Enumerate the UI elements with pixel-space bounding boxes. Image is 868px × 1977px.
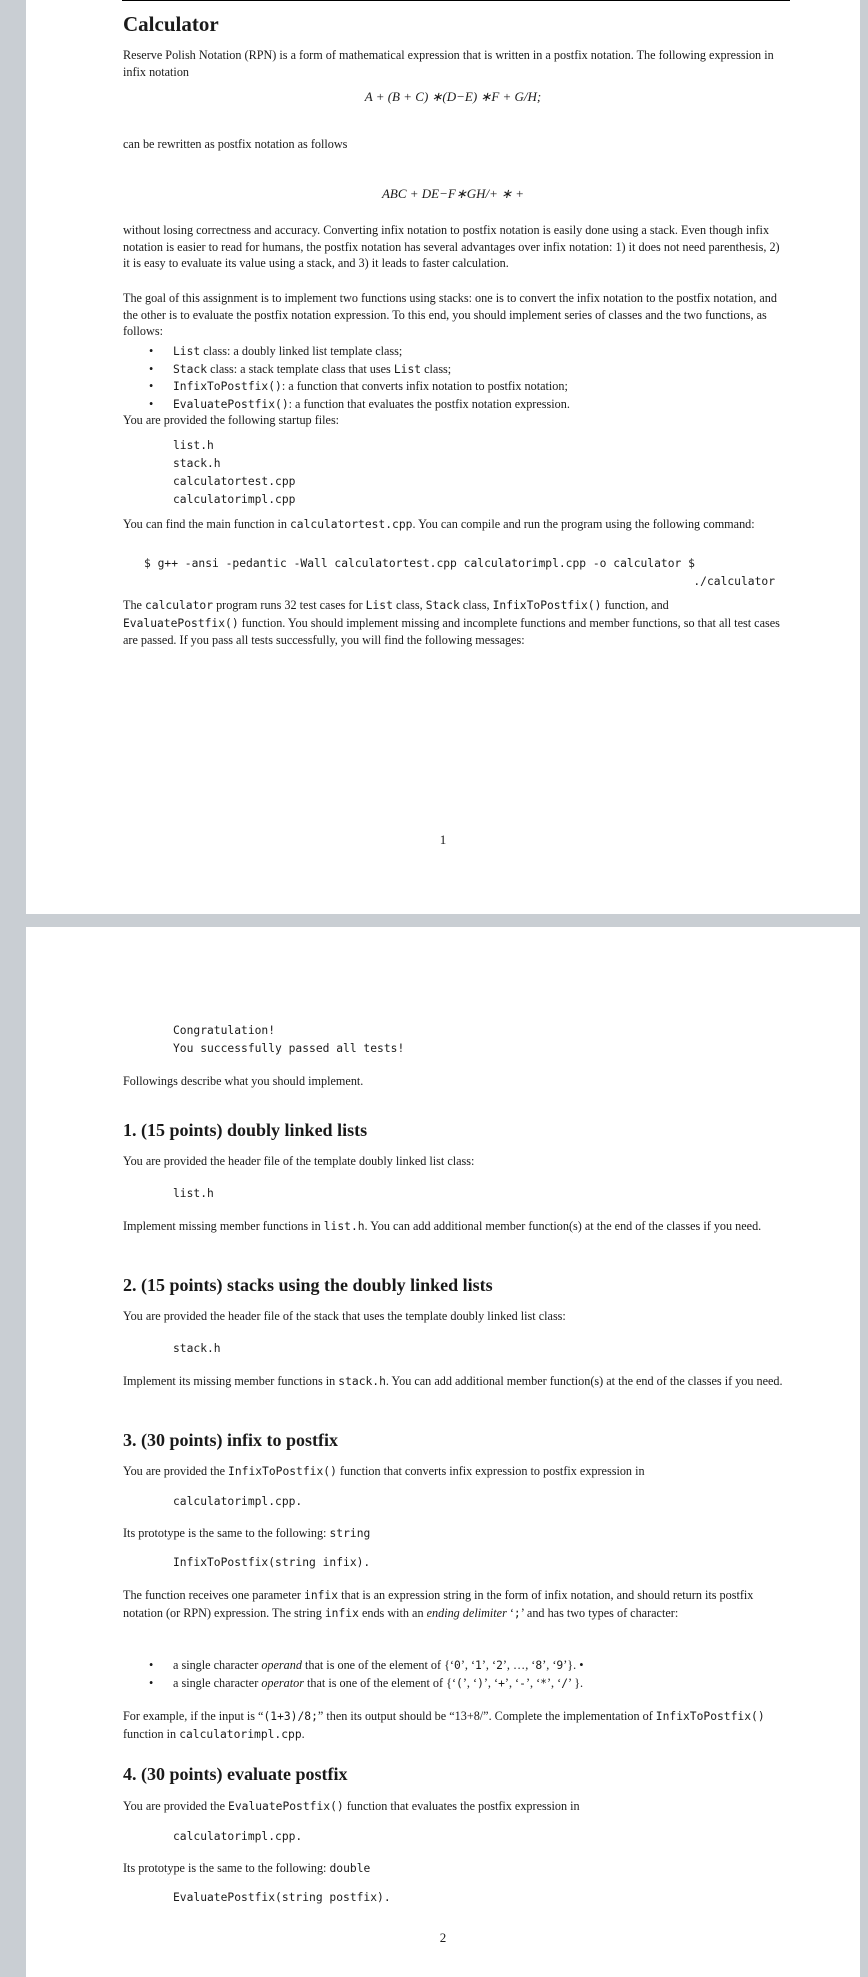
followings-text: Followings describe what you should implement. xyxy=(123,1074,364,1088)
section-4-prototype-signature: EvaluatePostfix(string postfix). xyxy=(173,1891,391,1904)
compile-command: $ g++ -ansi -pedantic -Wall calculatortest.cpp calculatorimpl.cpp -o calculator $ ./calculator xyxy=(144,557,775,588)
postfix-expression: ABC + DE−F∗GH/+ ∗ + xyxy=(381,186,525,201)
file-name: calculatortest.cpp xyxy=(173,475,296,488)
section-4-title: 4. (30 points) evaluate postfix xyxy=(123,1764,348,1784)
test-cases-paragraph: The calculator program runs 32 test cases for List class, Stack class, InfixToPostfix() function, and EvaluatePostfix() function. You should implement missing and incomplete functions and member functions, so that all test cases are passed. If you pass all tests successfully, you will find the following messages: xyxy=(123,598,780,647)
section-3-intro: You are provided the InfixToPostfix() function that converts infix expression to postfix expression in xyxy=(123,1464,645,1478)
section-3-example: For example, if the input is “(1+3)/8;” then its output should be “13+8/”. Complete the implementation of InfixToPostfix() function in calculatorimpl.cpp. xyxy=(123,1709,765,1741)
section-3-prototype: Its prototype is the same to the following: string xyxy=(123,1526,371,1540)
file-name: calculatorimpl.cpp xyxy=(173,493,296,506)
startup-intro: You are provided the following startup files: xyxy=(123,413,340,427)
section-2-title: 2. (15 points) stacks using the doubly linked lists xyxy=(123,1275,493,1295)
list-item: • Stack class: a stack template class that uses List class; xyxy=(123,361,783,379)
document-page-2 xyxy=(26,927,860,1977)
section-1-title: 1. (15 points) doubly linked lists xyxy=(123,1120,368,1140)
section-4-intro: You are provided the EvaluatePostfix() function that evaluates the postfix expression in xyxy=(123,1799,580,1813)
character-types-list xyxy=(123,1657,783,1692)
file-name: list.h xyxy=(173,439,214,452)
class-list xyxy=(123,343,783,413)
list-item: • List class: a doubly linked list template class; xyxy=(123,343,783,361)
list-item: • a single character operator that is one of the element of {‘(’, ‘)’, ‘+’, ‘-’, ‘*’, ‘/’ }. xyxy=(123,1675,783,1693)
success-message: Congratulation! You successfully passed all tests! xyxy=(173,1024,405,1055)
header-rule xyxy=(122,0,790,1)
main-function-paragraph: You can find the main function in calculatortest.cpp. You can compile and run the program using the following command: xyxy=(123,517,755,531)
list-item: • a single character operand that is one of the element of {‘0’, ‘1’, ‘2’, …, ‘8’, ‘9’}. • xyxy=(123,1657,783,1675)
goal-paragraph: The goal of this assignment is to implement two functions using stacks: one is to convert the infix notation to the postfix notation, and the other is to evaluate the postfix notation expression. To this end, you should implement series of classes and the two functions, as follows: xyxy=(123,291,777,338)
rewrite-text: can be rewritten as postfix notation as follows xyxy=(123,137,348,151)
section-3-prototype-signature: InfixToPostfix(string infix). xyxy=(173,1556,371,1569)
section-4-prototype: Its prototype is the same to the following: double xyxy=(123,1861,371,1875)
section-3-description: The function receives one parameter infix that is an expression string in the form of infix notation, and should return its postfix notation (or RPN) expression. The string infix ends with an ending delimiter ‘;’ and has two types of character: xyxy=(123,1588,754,1620)
advantages-paragraph: without losing correctness and accuracy. Converting infix notation to postfix notation is easily done using a stack. Even though infix notation is easier to read for humans, the postfix notation has several advantages over infix notation: 1) it does not need parenthesis, 2) it is easy to evaluate its value using a stack, and 3) it leads to faster calculation. xyxy=(123,223,780,270)
section-4-file: calculatorimpl.cpp. xyxy=(173,1830,303,1843)
document-title: Calculator xyxy=(123,12,219,36)
section-3-file: calculatorimpl.cpp. xyxy=(173,1495,303,1508)
page-number: 1 xyxy=(439,832,447,847)
section-3-title: 3. (30 points) infix to postfix xyxy=(123,1430,339,1450)
section-2-intro: You are provided the header file of the stack that uses the template doubly linked list class: xyxy=(123,1309,566,1323)
section-1-instructions: Implement missing member functions in list.h. You can add additional member function(s) at the end of the classes if you need. xyxy=(123,1219,762,1233)
section-2-file: stack.h xyxy=(173,1342,221,1355)
list-item: • EvaluatePostfix(): a function that evaluates the postfix notation expression. xyxy=(123,396,783,414)
intro-paragraph: Reserve Polish Notation (RPN) is a form of mathematical expression that is written in a postfix notation. The following expression in infix notation xyxy=(123,48,774,79)
section-2-instructions: Implement its missing member functions in stack.h. You can add additional member function(s) at the end of the classes if you need. xyxy=(123,1374,783,1388)
file-name: stack.h xyxy=(173,457,221,470)
section-1-file: list.h xyxy=(173,1187,214,1200)
section-1-intro: You are provided the header file of the template doubly linked list class: xyxy=(123,1154,475,1168)
startup-file-list xyxy=(123,437,833,509)
list-item: • InfixToPostfix(): a function that converts infix notation to postfix notation; xyxy=(123,378,783,396)
infix-expression: A + (B + C) ∗(D−E) ∗F + G/H; xyxy=(364,89,542,104)
page-number: 2 xyxy=(439,1930,447,1945)
document-page-1 xyxy=(26,0,860,914)
